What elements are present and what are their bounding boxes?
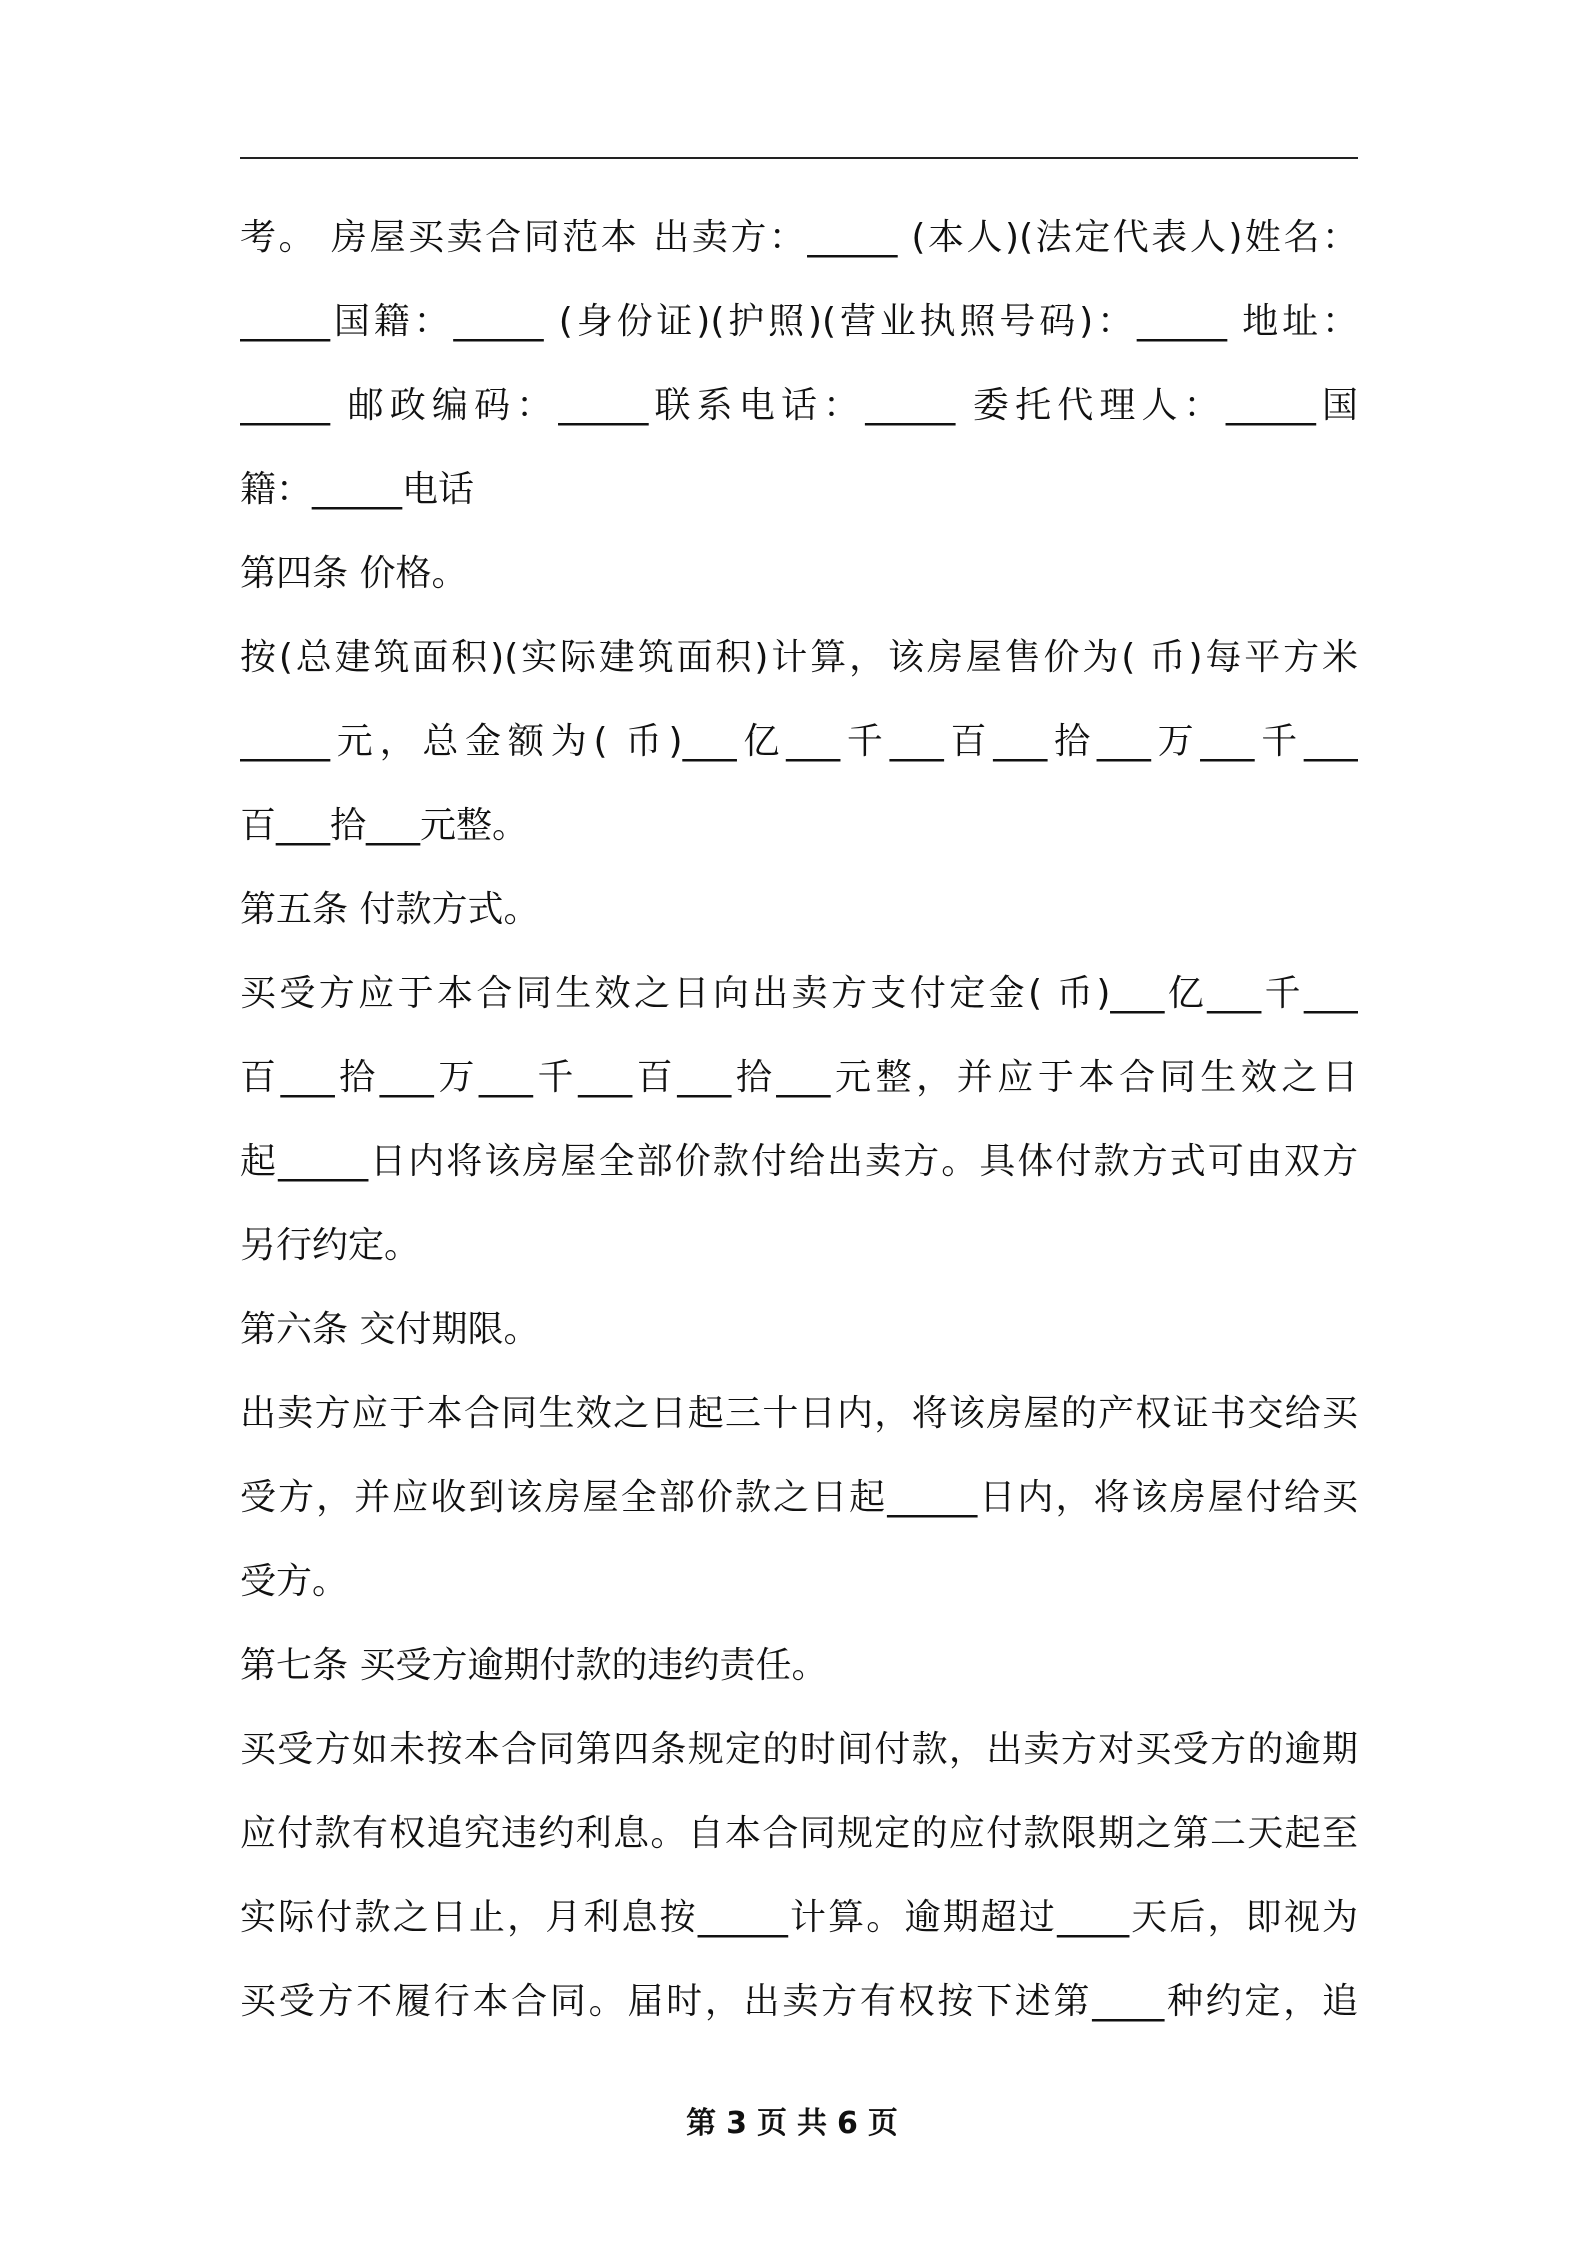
document-body <box>240 196 1358 2044</box>
article-6-heading: 第六条 交付期限。 <box>240 1309 540 1350</box>
text-line-11: 百___拾___万___千___百___拾___元整，并应于本合同生效之日 <box>240 1057 1358 1098</box>
text-line-2: _____国籍：_____ (身份证)(护照)(营业执照号码)：_____ 地址： <box>240 301 1358 342</box>
text-line-1: 考。 房屋买卖合同范本 出卖方：_____ (本人)(法定代表人)姓名： <box>240 217 1358 258</box>
text-line-12: 起_____日内将该房屋全部价款付给出卖方。具体付款方式可由双方 <box>240 1141 1358 1182</box>
article-4-heading: 第四条 价格。 <box>240 553 468 594</box>
text-line-22: 买受方不履行本合同。届时，出卖方有权按下述第____种约定，追 <box>240 1981 1358 2022</box>
footer-di: 第 <box>686 2106 719 2141</box>
text-line-21: 实际付款之日止，月利息按_____计算。逾期超过____天后，即视为 <box>240 1897 1358 1938</box>
text-line-20: 应付款有权追究违约利息。自本合同规定的应付款限期之第二天起至 <box>240 1813 1358 1854</box>
article-7-heading: 第七条 买受方逾期付款的违约责任。 <box>240 1645 828 1686</box>
text-line-16: 受方，并应收到该房屋全部价款之日起_____日内，将该房屋付给买 <box>240 1477 1358 1518</box>
text-line-7: _____元，总金额为( 币)___亿___千___百___拾___万___千___ <box>240 721 1358 762</box>
text-line-19: 买受方如未按本合同第四条规定的时间付款，出卖方对买受方的逾期 <box>240 1729 1358 1770</box>
text-line-15: 出卖方应于本合同生效之日起三十日内，将该房屋的产权证书交给买 <box>240 1393 1358 1434</box>
footer-gong: 共 <box>797 2106 829 2141</box>
text-line-10: 买受方应于本合同生效之日向出卖方支付定金( 币)___亿___千___ <box>240 973 1358 1014</box>
text-line-6: 按(总建筑面积)(实际建筑面积)计算，该房屋售价为( 币)每平方米 <box>240 637 1358 678</box>
article-5-heading: 第五条 付款方式。 <box>240 889 540 930</box>
footer-ye2: 页 <box>867 2106 900 2141</box>
text-line-13: 另行约定。 <box>240 1225 421 1266</box>
text-line-4: 籍：_____电话 <box>240 469 475 510</box>
text-line-3: _____ 邮政编码：_____联系电话：_____ 委托代理人：_____国 <box>240 385 1358 426</box>
footer-ye: 页 <box>757 2106 789 2141</box>
footer-total-pages: 6 <box>837 2106 860 2141</box>
text-line-8: 百___拾___元整。 <box>240 805 529 846</box>
footer-current-page: 3 <box>726 2106 749 2141</box>
page-footer <box>0 2098 1586 2142</box>
header-rule <box>240 157 1358 159</box>
text-line-17: 受方。 <box>240 1561 349 1602</box>
